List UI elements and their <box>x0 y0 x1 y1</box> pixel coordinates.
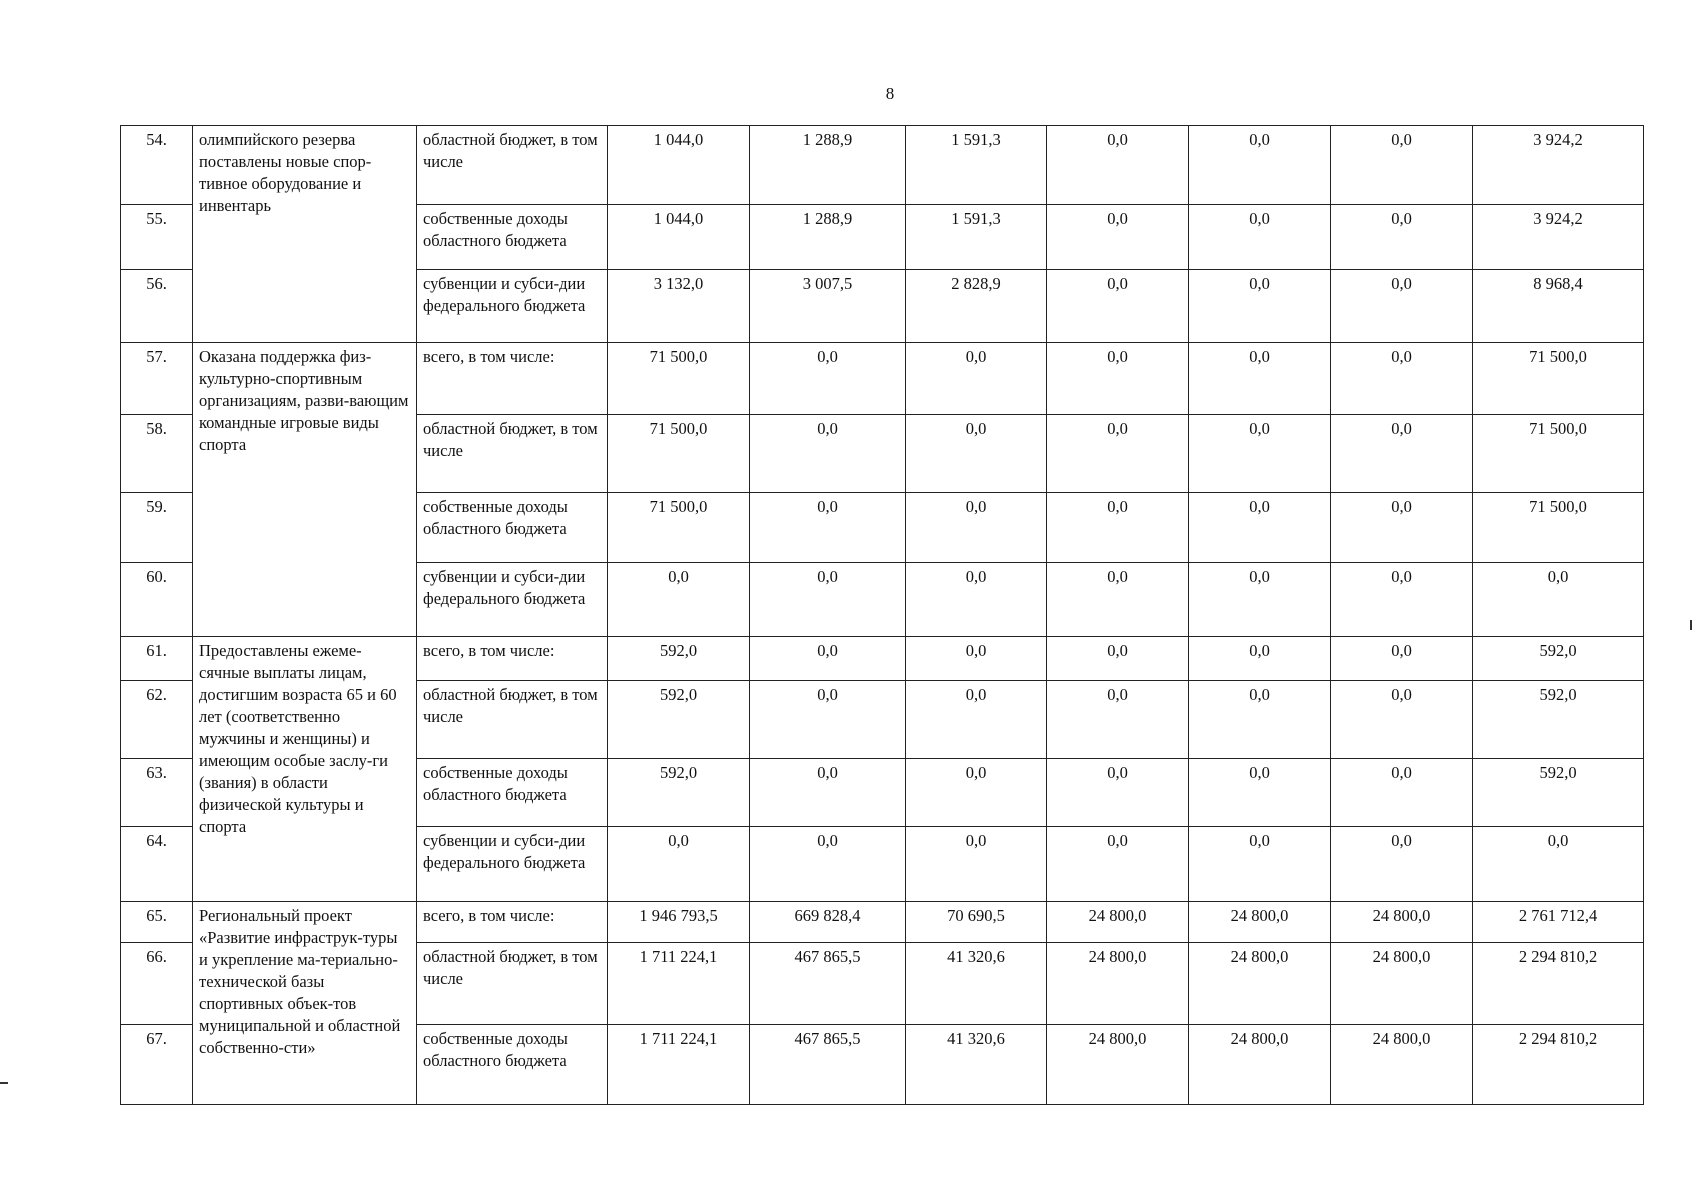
amount-value: 0,0 <box>906 759 1047 827</box>
funding-source: собственные доходы областного бюджета <box>417 759 608 827</box>
total-value: 71 500,0 <box>1473 343 1644 415</box>
amount-value: 3 007,5 <box>750 270 906 343</box>
measure-description <box>193 126 417 343</box>
amount-value: 0,0 <box>1047 270 1189 343</box>
table-row <box>121 126 1644 205</box>
amount-value: 71 500,0 <box>608 343 750 415</box>
amount-value: 0,0 <box>1047 681 1189 759</box>
measure-description <box>193 637 417 902</box>
amount-value: 0,0 <box>1331 415 1473 493</box>
amount-value: 592,0 <box>608 681 750 759</box>
amount-value: 0,0 <box>1047 205 1189 270</box>
amount-value: 1 288,9 <box>750 205 906 270</box>
amount-value: 0,0 <box>1331 759 1473 827</box>
funding-source: областной бюджет, в том числе <box>417 681 608 759</box>
row-number: 54. <box>121 126 193 205</box>
amount-value: 0,0 <box>1189 270 1331 343</box>
amount-value: 467 865,5 <box>750 943 906 1025</box>
funding-source: областной бюджет, в том числе <box>417 126 608 205</box>
amount-value: 0,0 <box>1331 493 1473 563</box>
amount-value: 0,0 <box>750 827 906 902</box>
funding-source: собственные доходы областного бюджета <box>417 1025 608 1105</box>
amount-value: 24 800,0 <box>1047 902 1189 943</box>
amount-value: 24 800,0 <box>1047 943 1189 1025</box>
total-value: 592,0 <box>1473 681 1644 759</box>
amount-value: 0,0 <box>1189 681 1331 759</box>
row-number: 60. <box>121 563 193 637</box>
row-number: 62. <box>121 681 193 759</box>
amount-value: 0,0 <box>906 827 1047 902</box>
row-number: 55. <box>121 205 193 270</box>
amount-value: 0,0 <box>1189 205 1331 270</box>
amount-value: 0,0 <box>906 637 1047 681</box>
amount-value: 1 711 224,1 <box>608 1025 750 1105</box>
amount-value: 24 800,0 <box>1331 1025 1473 1105</box>
total-value: 592,0 <box>1473 759 1644 827</box>
row-number: 66. <box>121 943 193 1025</box>
funding-source: субвенции и субси-дии федерального бюджета <box>417 563 608 637</box>
total-value: 0,0 <box>1473 563 1644 637</box>
measure-description-text: Предоставлены ежеме-сячные выплаты лицам, достигшим возраста 65 и 60 лет (соответственно мужчины и женщины) и имеющим особые заслу-ги (звания) в области физической культуры и спорта <box>199 641 397 836</box>
amount-value: 0,0 <box>1331 681 1473 759</box>
row-number: 57. <box>121 343 193 415</box>
amount-value: 592,0 <box>608 759 750 827</box>
amount-value: 0,0 <box>1047 827 1189 902</box>
amount-value: 1 288,9 <box>750 126 906 205</box>
amount-value: 71 500,0 <box>608 493 750 563</box>
row-number: 65. <box>121 902 193 943</box>
amount-value: 0,0 <box>1189 563 1331 637</box>
amount-value: 0,0 <box>906 343 1047 415</box>
total-value: 3 924,2 <box>1473 205 1644 270</box>
total-value: 2 294 810,2 <box>1473 943 1644 1025</box>
amount-value: 1 711 224,1 <box>608 943 750 1025</box>
scan-edge-mark <box>1690 620 1692 630</box>
table-row <box>121 343 1644 415</box>
amount-value: 0,0 <box>750 759 906 827</box>
amount-value: 0,0 <box>750 343 906 415</box>
amount-value: 24 800,0 <box>1189 902 1331 943</box>
amount-value: 1 591,3 <box>906 126 1047 205</box>
row-number: 61. <box>121 637 193 681</box>
table-row <box>121 902 1644 943</box>
funding-source: областной бюджет, в том числе <box>417 943 608 1025</box>
amount-value: 71 500,0 <box>608 415 750 493</box>
amount-value: 0,0 <box>1189 759 1331 827</box>
budget-table <box>120 125 1644 1105</box>
funding-source: субвенции и субси-дии федерального бюджета <box>417 827 608 902</box>
total-value: 0,0 <box>1473 827 1644 902</box>
total-value: 3 924,2 <box>1473 126 1644 205</box>
amount-value: 1 044,0 <box>608 126 750 205</box>
amount-value: 0,0 <box>750 493 906 563</box>
row-number: 59. <box>121 493 193 563</box>
amount-value: 24 800,0 <box>1189 1025 1331 1105</box>
total-value: 592,0 <box>1473 637 1644 681</box>
amount-value: 0,0 <box>906 415 1047 493</box>
row-number: 64. <box>121 827 193 902</box>
amount-value: 70 690,5 <box>906 902 1047 943</box>
measure-description <box>193 343 417 637</box>
total-value: 71 500,0 <box>1473 415 1644 493</box>
amount-value: 0,0 <box>1189 637 1331 681</box>
amount-value: 0,0 <box>750 563 906 637</box>
amount-value: 467 865,5 <box>750 1025 906 1105</box>
total-value: 2 294 810,2 <box>1473 1025 1644 1105</box>
amount-value: 0,0 <box>750 637 906 681</box>
measure-description-text: Региональный проект «Развитие инфраструк-туры и укрепление ма-териально-технической базы спортивных объек-тов муниципальной и областной собственно-сти» <box>199 906 401 1057</box>
amount-value: 24 800,0 <box>1331 943 1473 1025</box>
amount-value: 0,0 <box>1189 827 1331 902</box>
amount-value: 0,0 <box>750 681 906 759</box>
amount-value: 1 946 793,5 <box>608 902 750 943</box>
total-value: 2 761 712,4 <box>1473 902 1644 943</box>
funding-source: всего, в том числе: <box>417 343 608 415</box>
funding-source: всего, в том числе: <box>417 902 608 943</box>
amount-value: 0,0 <box>608 563 750 637</box>
amount-value: 0,0 <box>1331 205 1473 270</box>
amount-value: 0,0 <box>1047 759 1189 827</box>
amount-value: 0,0 <box>1331 827 1473 902</box>
funding-source: областной бюджет, в том числе <box>417 415 608 493</box>
amount-value: 0,0 <box>1331 126 1473 205</box>
amount-value: 2 828,9 <box>906 270 1047 343</box>
row-number: 63. <box>121 759 193 827</box>
amount-value: 0,0 <box>1189 126 1331 205</box>
amount-value: 0,0 <box>1189 415 1331 493</box>
funding-source: собственные доходы областного бюджета <box>417 493 608 563</box>
amount-value: 0,0 <box>1331 270 1473 343</box>
amount-value: 0,0 <box>906 681 1047 759</box>
amount-value: 0,0 <box>608 827 750 902</box>
row-number: 58. <box>121 415 193 493</box>
amount-value: 0,0 <box>1047 343 1189 415</box>
amount-value: 24 800,0 <box>1331 902 1473 943</box>
total-value: 8 968,4 <box>1473 270 1644 343</box>
amount-value: 24 800,0 <box>1047 1025 1189 1105</box>
amount-value: 0,0 <box>750 415 906 493</box>
amount-value: 0,0 <box>1047 415 1189 493</box>
amount-value: 0,0 <box>1047 126 1189 205</box>
amount-value: 0,0 <box>1331 563 1473 637</box>
amount-value: 0,0 <box>1047 493 1189 563</box>
amount-value: 41 320,6 <box>906 1025 1047 1105</box>
amount-value: 0,0 <box>906 493 1047 563</box>
amount-value: 3 132,0 <box>608 270 750 343</box>
table-row <box>121 637 1644 681</box>
amount-value: 0,0 <box>1331 637 1473 681</box>
funding-source: субвенции и субси-дии федерального бюджета <box>417 270 608 343</box>
measure-description-text: олимпийского резерва поставлены новые спор-тивное оборудование и инвентарь <box>199 130 372 215</box>
row-number: 67. <box>121 1025 193 1105</box>
amount-value: 0,0 <box>1189 493 1331 563</box>
table-body <box>121 126 1644 1105</box>
amount-value: 0,0 <box>1047 637 1189 681</box>
funding-source: собственные доходы областного бюджета <box>417 205 608 270</box>
amount-value: 1 591,3 <box>906 205 1047 270</box>
row-number: 56. <box>121 270 193 343</box>
page-number: 8 <box>885 84 895 103</box>
amount-value: 0,0 <box>1331 343 1473 415</box>
amount-value: 0,0 <box>1047 563 1189 637</box>
amount-value: 1 044,0 <box>608 205 750 270</box>
total-value: 71 500,0 <box>1473 493 1644 563</box>
amount-value: 24 800,0 <box>1189 943 1331 1025</box>
amount-value: 592,0 <box>608 637 750 681</box>
measure-description <box>193 902 417 1105</box>
amount-value: 0,0 <box>906 563 1047 637</box>
amount-value: 669 828,4 <box>750 902 906 943</box>
measure-description-text: Оказана поддержка физ-культурно-спортивным организациям, разви-вающим командные игровые виды спорта <box>199 347 409 454</box>
scan-edge-mark <box>0 1082 8 1084</box>
amount-value: 0,0 <box>1189 343 1331 415</box>
amount-value: 41 320,6 <box>906 943 1047 1025</box>
funding-source: всего, в том числе: <box>417 637 608 681</box>
